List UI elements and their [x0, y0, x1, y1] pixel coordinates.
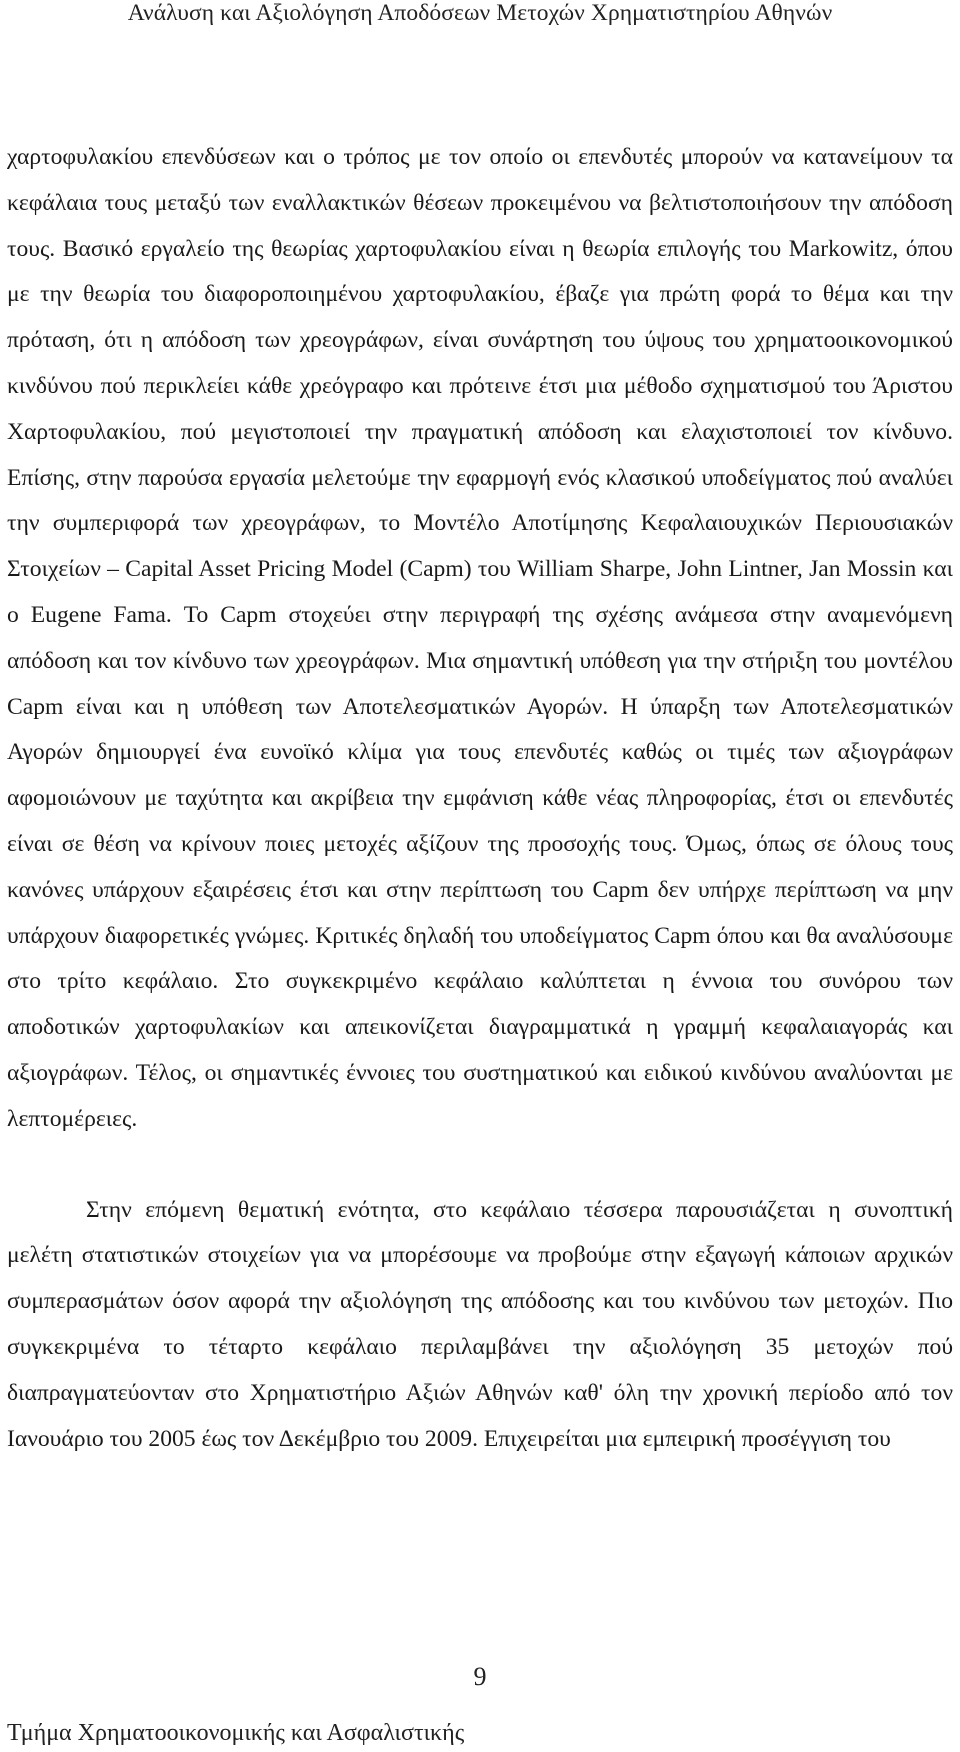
running-header: Ανάλυση και Αξιολόγηση Αποδόσεων Μετοχών Χρηματιστηρίου Αθηνών: [127, 0, 833, 26]
body-text: [7, 135, 953, 1462]
paragraph-1: χαρτοφυλακίου επενδύσεων και ο τρόπος με τον οποίο οι επενδυτές μπορούν να κατανείμουν τα κεφάλαια τους μεταξύ των εναλλακτικών θέσεων προκειμένου να βελτιστοποιήσουν την απόδοση τους. Βασικό εργαλείο της θεωρίας χαρτοφυλακίου είναι η θεωρία επιλογής του Markowitz, όπου με την θεωρία του διαφοροποιημένου χαρτοφυλακίου, έβαζε για πρώτη φορά το θέμα και την πρόταση, ότι η απόδοση των χρεογράφων, είναι συνάρτηση του ύψους του χρηματοοικονομικού κινδύνου πού περικλείει κάθε χρεόγραφο και πρότεινε έτσι μια μέθοδο σχηματισμού του Άριστου Χαρτοφυλακίου, πού μεγιστοποιεί την πραγματική απόδοση και ελαχιστοποιεί τον κίνδυνο. Επίσης, στην παρούσα εργασία μελετούμε την εφαρμογή ενός κλασικού υποδείγματος πού αναλύει την συμπεριφορά των χρεογράφων, το Μοντέλο Αποτίμησης Κεφαλαιουχικών Περιουσιακών Στοιχείων – Capital Asset Pricing Model (Capm) του William Sharpe, John Lintner, Jan Mossin και ο Eugene Fama. Το Capm στοχεύει στην περιγραφή της σχέσης ανάμεσα στην αναμενόμενη απόδοση και τον κίνδυνο των χρεογράφων. Μια σημαντική υπόθεση για την στήριξη του μοντέλου Capm είναι και η υπόθεση των Αποτελεσματικών Αγορών. Η ύπαρξη των Αποτελεσματικών Αγορών δημιουργεί ένα ευνοϊκό κλίμα για τους επενδυτές καθώς οι τιμές των αξιογράφων αφομοιώνουν με ταχύτητα και ακρίβεια την εμφάνιση κάθε νέας πληροφορίας, έτσι οι επενδυτές είναι σε θέση να κρίνουν ποιες μετοχές αξίζουν της προσοχής τους. Όμως, όπως σε όλους τους κανόνες υπάρχουν εξαιρέσεις έτσι και στην περίπτωση του Capm δεν υπήρχε περίπτωση να μην υπάρχουν διαφορετικές γνώμες. Κριτικές δηλαδή του υποδείγματος Capm όπου και θα αναλύσουμε στο τρίτο κεφάλαιο. Στο συγκεκριμένο κεφάλαιο καλύπτεται η έννοια του συνόρου των αποδοτικών χαρτοφυλακίων και απεικονίζεται διαγραμματικά η γραμμή κεφαλαιαγοράς και αξιογράφων. Τέλος, οι σημαντικές έννοιες του συστηματικού και ειδικού κινδύνου αναλύονται με λεπτομέρειες.: [7, 144, 953, 1132]
paragraph-2: Στην επόμενη θεματική ενότητα, στο κεφάλαιο τέσσερα παρουσιάζεται η συνοπτική μελέτη στατιστικών στοιχείων για να μπορέσουμε να προβούμε στην εξαγωγή κάποιων αρχικών συμπερασμάτων όσον αφορά την αξιολόγηση της απόδοσης και του κινδύνου των μετοχών. Πιο συγκεκριμένα το τέταρτο κεφάλαιο περιλαμβάνει την αξιολόγηση 35 μετοχών πού διαπραγματεύονταν στο Χρηματιστήριο Αξιών Αθηνών καθ' όλη την χρονική περίοδο από τον Ιανουάριο του 2005 έως τον Δεκέμβριο του 2009. Επιχειρείται μια εμπειρική προσέγγιση του: [7, 1196, 953, 1452]
running-footer: Τμήμα Χρηματοοικονομικής και Ασφαλιστικής: [7, 1720, 465, 1746]
page-number: 9: [473, 1662, 487, 1691]
